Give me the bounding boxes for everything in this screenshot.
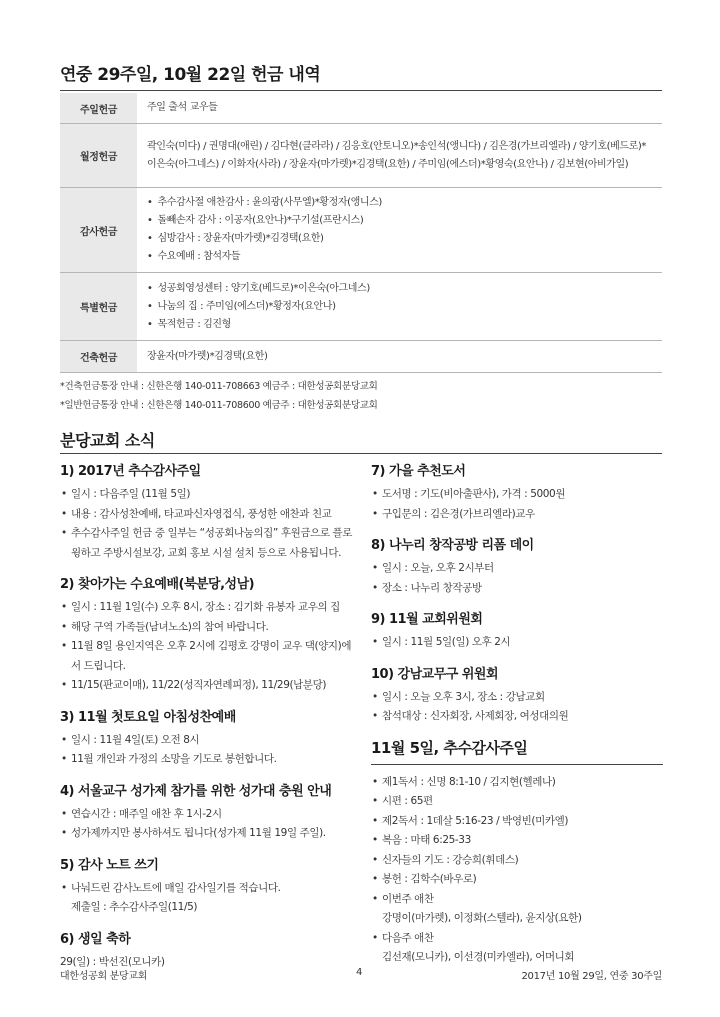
news-bullet: • 11/15(판교이매), 11/22(성직자연례피정), 11/29(남분당): [60, 676, 360, 696]
news-heading: 9) 11월 교회위원회: [371, 612, 483, 627]
news-item: [371, 663, 663, 727]
news-bullet: • 일시 : 11월 1일(수) 오후 8시, 장소 : 김기화 유봉자 교우의 집: [60, 598, 360, 618]
news-heading: 1) 2017년 추수감사주일: [60, 464, 201, 479]
service-line: • 신자들의 기도 : 강승희(휘데스): [371, 851, 663, 871]
news-item: [60, 780, 360, 844]
news-bullet: • 연습시간 : 매주일 애찬 후 1시-2시: [60, 805, 360, 825]
service-line: • 복음 : 마태 6:25-33: [371, 831, 663, 851]
service-order: [371, 773, 663, 968]
news-bullet: • 일시 : 오늘, 오후 2시부터: [371, 559, 663, 579]
offering-table: [60, 93, 662, 373]
news-item: [60, 460, 360, 563]
news-heading: 5) 감사 노트 쓰기: [60, 857, 159, 873]
news-item: [371, 608, 663, 653]
offering-row: [60, 188, 662, 273]
offering-row: [60, 273, 662, 341]
news-heading: 4) 서울교구 성가제 참가를 위한 성가대 충원 안내: [60, 783, 332, 799]
news-bullet: • 11월 개인과 가정의 소망을 기도로 봉헌합니다.: [60, 750, 360, 770]
section-divider: [60, 453, 662, 454]
offering-item: • 나눔의 집 : 주미임(에스더)*황정자(요안나): [147, 298, 654, 316]
title-divider: [60, 90, 662, 91]
footer-date: 2017년 10월 29일, 연중 30주일: [521, 971, 662, 982]
news-bullet: • 해당 구역 가족들(남녀노소)의 참여 바랍니다.: [60, 618, 360, 638]
news-left-column: [60, 460, 363, 982]
news-heading: 6) 생일 축하: [60, 931, 131, 947]
news-heading: 3) 11월 첫토요일 아침성찬예배: [60, 709, 236, 725]
news-bullet: • 참석대상 : 신자회장, 사제회장, 여성대의원: [371, 707, 663, 727]
offering-item: • 심방감사 : 장윤자(마가렛)*김경택(요한): [147, 230, 654, 248]
news-item: [60, 706, 360, 770]
offering-value: [137, 273, 662, 341]
news-section-title: 분당교회 소식: [60, 431, 155, 450]
offering-label: 주일헌금: [60, 93, 137, 124]
service-line: • 다음주 애찬: [371, 929, 663, 949]
news-bullet: • 추수감사주일 헌금 중 일부는 “성공회나눔의집” 후원금으로 플로윙하고 주방시설보강, 교회 홍보 시설 설치 등으로 사용됩니다.: [60, 524, 360, 563]
offering-value: 장윤자(마가렛)*김경택(요한): [137, 341, 662, 373]
service-line: • 봉헌 : 김학수(바우로): [371, 870, 663, 890]
news-heading: 10) 강남교무구 위원회: [371, 666, 499, 682]
offering-item: • 추수감사절 애찬감사 : 윤의광(사무엘)*황정자(앵니스): [147, 194, 654, 212]
news-bullet: • 도서명 : 기도(비아출판사), 가격 : 5000원: [371, 485, 663, 505]
offering-label: 건축헌금: [60, 341, 137, 373]
offering-item: • 수요예배 : 참석자들: [147, 248, 654, 266]
news-bullet: • 11월 8일 용인지역은 오후 2시에 김평호 강명이 교우 댁(양지)에서 드립니다.: [60, 637, 360, 676]
news-item: [371, 460, 663, 524]
news-item: [371, 534, 663, 598]
news-bullet: • 일시 : 오늘 오후 3시, 장소 : 강남교회: [371, 688, 663, 708]
birthday-line: 29(일) : 박선진(모니카): [60, 955, 165, 968]
offering-value: [137, 188, 662, 273]
news-bullet: • 내용 : 감사성찬예배, 타교파신자영접식, 풍성한 애찬과 친교: [60, 505, 360, 525]
news-bullet: • 일시 : 다음주일 (11월 5일): [60, 485, 360, 505]
offering-value: 곽인숙(미다) / 권명대(애린) / 김다현(클라라) / 김응호(안토니오)*송인석(앵니다) / 김은경(가브리엘라) / 양기호(베드로)*이은숙(아그네스) / 이화자(사라) / 장윤자(마가렛)*김경택(요한) / 주미임(에스더)*황영숙(요안나) / 김보현(아비가일): [137, 124, 662, 188]
news-bullet: • 일시 : 11월 5일(일) 오후 2시: [371, 633, 663, 653]
offering-item: • 목적헌금 : 김진형: [147, 316, 654, 334]
service-subline: 김선재(모니카), 이선경(미카엘라), 어머니회: [382, 951, 575, 963]
offering-label: 감사헌금: [60, 188, 137, 273]
news-bullet: • 구입문의 : 김은경(가브리엘라)교우: [371, 505, 663, 525]
offering-item: • 성공회영성센터 : 양기호(베드로)*이은숙(아그네스): [147, 280, 654, 298]
service-line: • 제2독서 : 1데살 5:16-23 / 박영빈(미카엘): [371, 812, 663, 832]
news-bullet: • 나눠드린 감사노트에 매일 감사일기를 적습니다.: [60, 879, 360, 899]
footer-church: 대한성공회 분당교회: [60, 971, 148, 982]
page-number: 4: [356, 967, 363, 978]
offering-label: 월정헌금: [60, 124, 137, 188]
news-item: [60, 573, 360, 696]
offering-row: [60, 124, 662, 188]
account-note: *건축헌금통장 안내 : 신한은행 140-011-708663 예금주 : 대한성공회분당교회: [60, 381, 378, 392]
service-subline: 강명이(마가렛), 이정화(스텔라), 윤지상(요한): [382, 912, 582, 924]
offering-row: [60, 93, 662, 124]
news-heading: 8) 나누리 창작공방 리폼 데이: [371, 538, 534, 553]
service-line: • 시편 : 65편: [371, 792, 663, 812]
offering-title: 연중 29주일, 10월 22일 헌금 내역: [60, 65, 321, 85]
news-bullet: • 일시 : 11월 4일(토) 오전 8시: [60, 731, 360, 751]
offering-row: [60, 341, 662, 373]
service-line: • 이번주 애찬: [371, 890, 663, 910]
news-item: [60, 854, 360, 918]
offering-value: 주일 출석 교우들: [137, 93, 662, 124]
offering-label: 특별헌금: [60, 273, 137, 341]
news-subline: 제출일 : 추수감사주일(11/5): [71, 901, 198, 913]
service-heading: 11월 5일, 추수감사주일: [371, 737, 663, 765]
news-right-column: [371, 460, 663, 968]
news-heading: 7) 가을 추천도서: [371, 464, 466, 479]
service-line: • 제1독서 : 신명 8:1-10 / 김지현(헬레나): [371, 773, 663, 793]
offering-item: • 돌빼손자 감사 : 이공자(요안나)*구기설(프란시스): [147, 212, 654, 230]
news-heading: 2) 찾아가는 수요예배(북분당,성남): [60, 577, 255, 592]
account-note: *일반헌금통장 안내 : 신한은행 140-011-708600 예금주 : 대한성공회분당교회: [60, 400, 378, 411]
news-bullet: • 장소 : 나누리 창작공방: [371, 579, 663, 599]
news-item: [60, 928, 360, 973]
news-bullet: • 성가제까지만 봉사하셔도 됩니다(성가제 11월 19일 주일).: [60, 824, 360, 844]
